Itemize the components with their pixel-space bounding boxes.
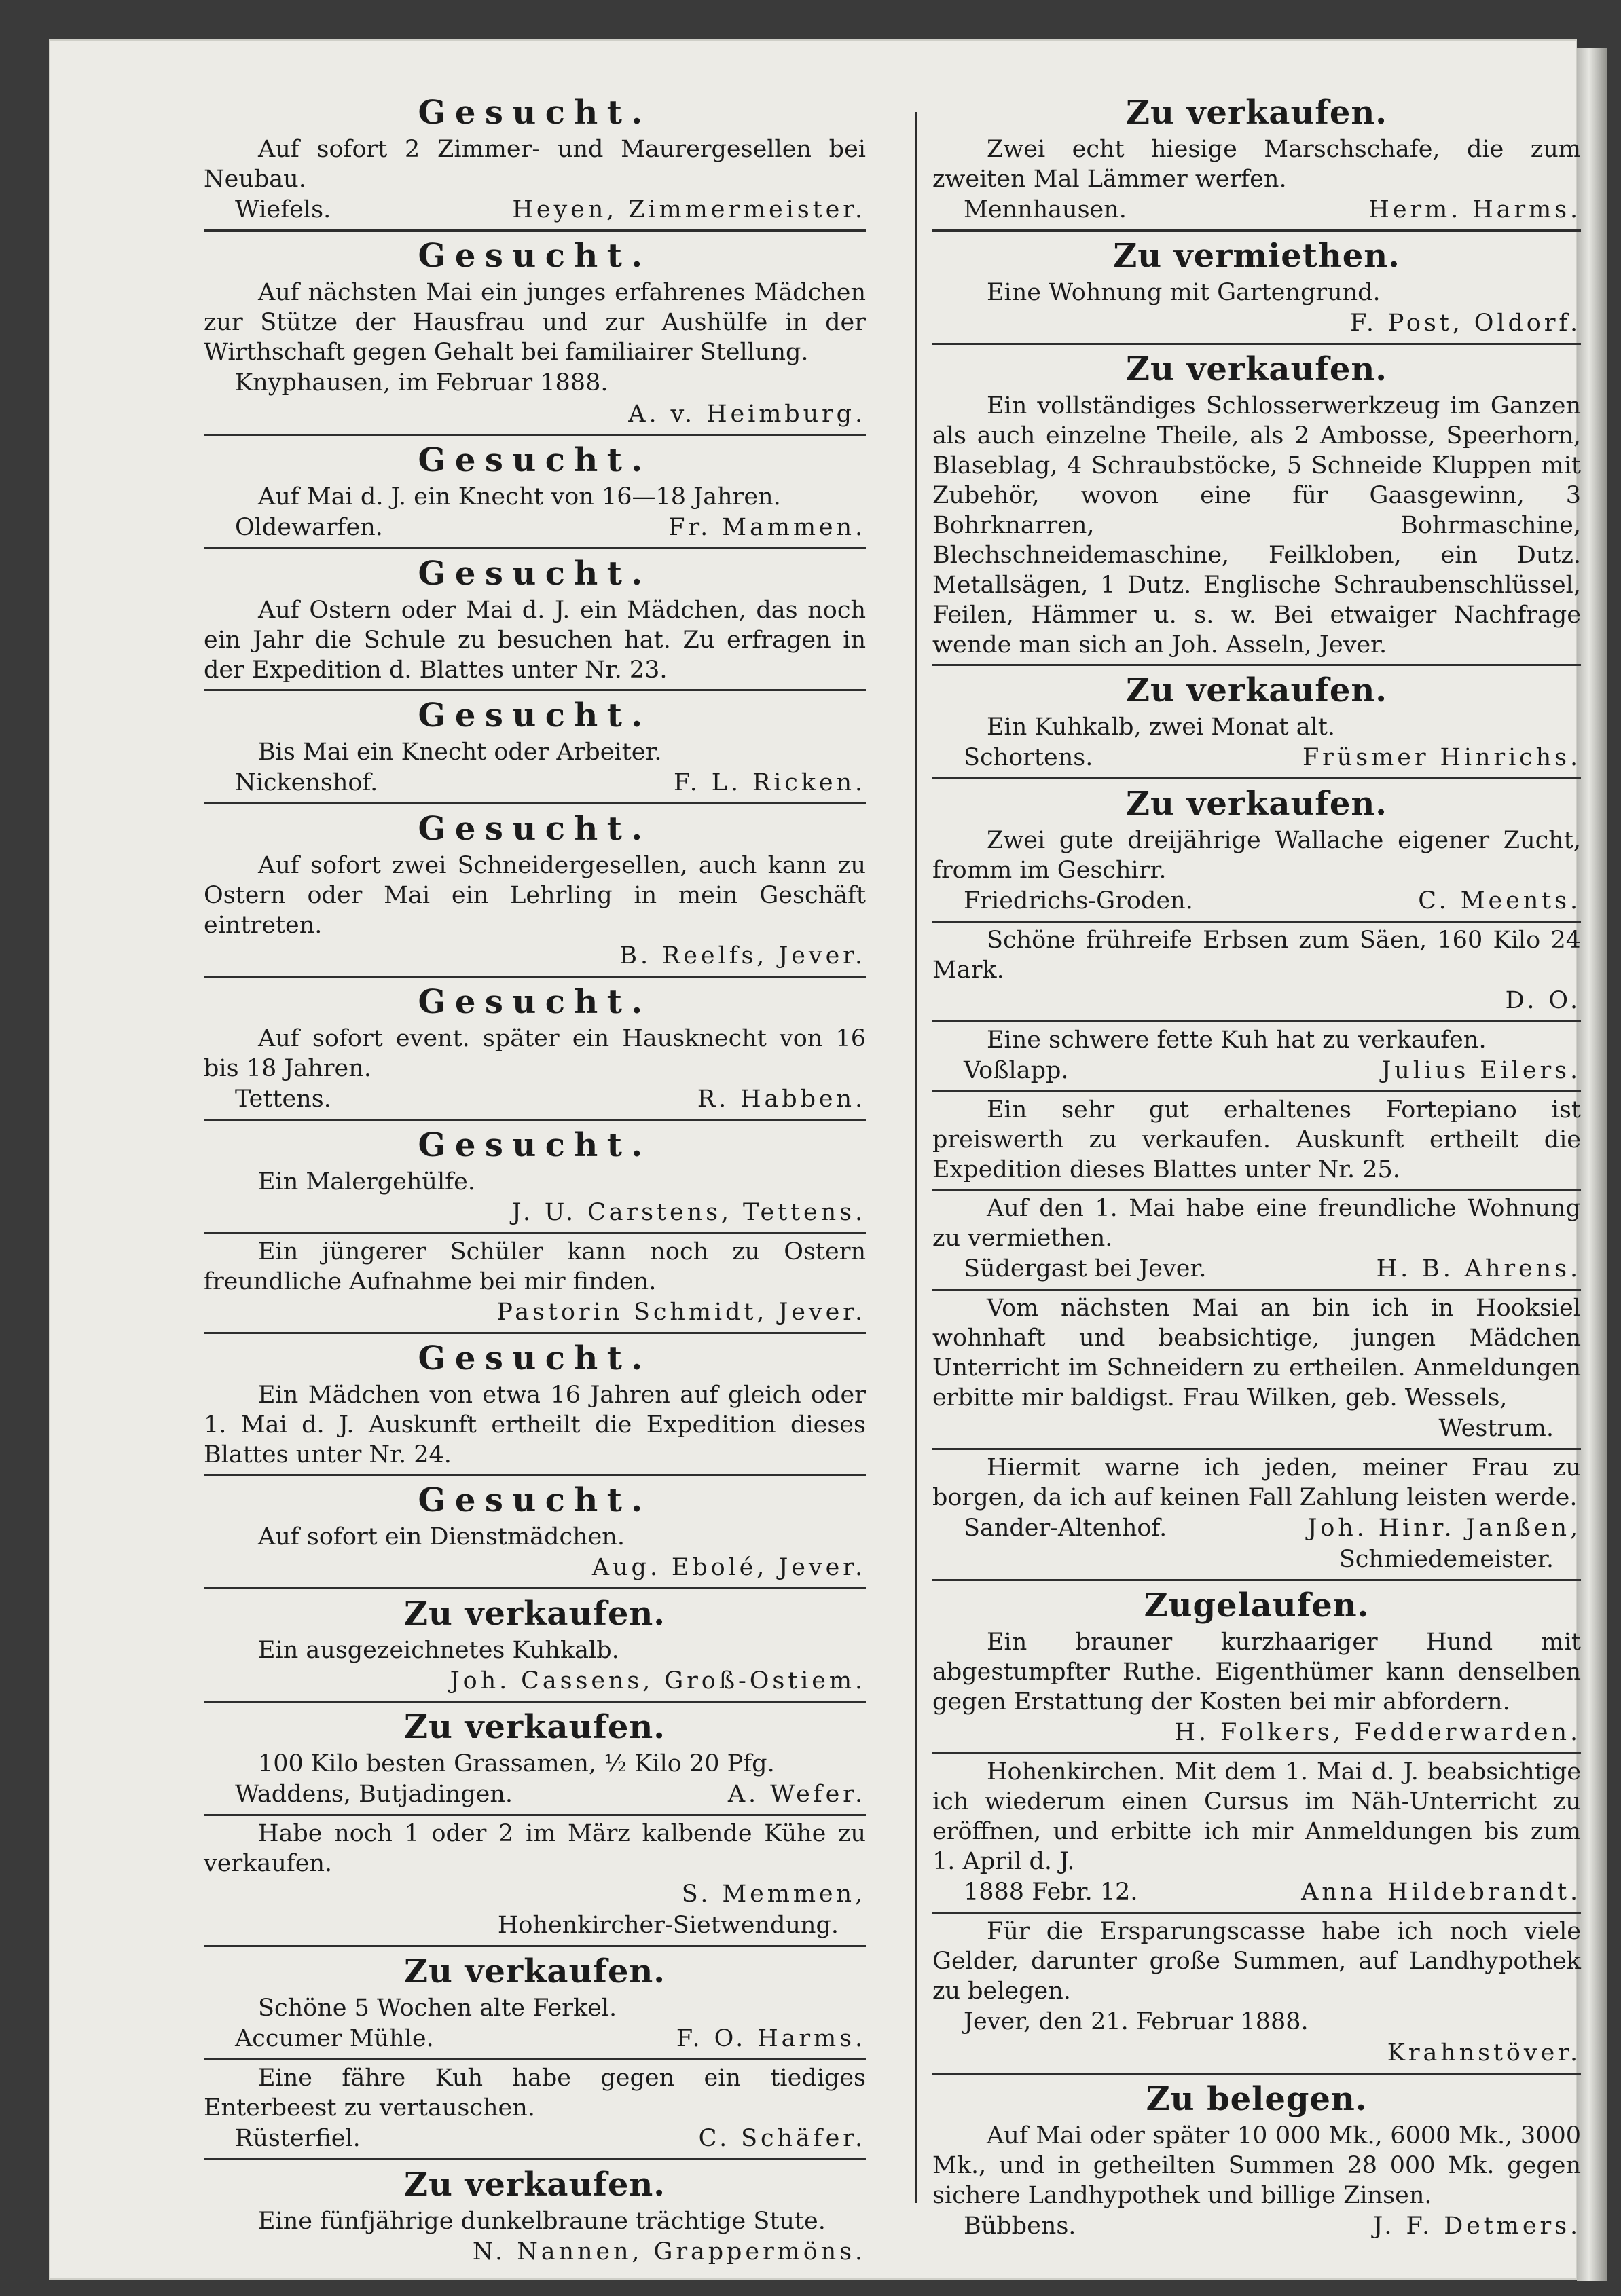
ad-text: Hohenkirchen. Mit dem 1. Mai d. J. beabsichtige ich wiederum einen Cursus im Näh-Unterricht zu eröffnen, und erbitte ich mir Anmeldungen bis zum 1. April d. J. — [932, 1758, 1581, 1875]
ad-text: Auf Mai d. J. ein Knecht von 16—18 Jahren. — [258, 483, 781, 511]
ad-text: Ein brauner kurzhaariger Hund mit abgestumpfter Ruthe. Eigenthümer kann denselben gegen Erstattung der Kosten bei mir abfordern. — [932, 1629, 1581, 1716]
page-edge — [1577, 48, 1607, 2281]
classified-ad — [204, 1476, 866, 1589]
ad-text: Zwei echt hiesige Marschschafe, die zum zweiten Mal Lämmer werfen. — [932, 136, 1581, 193]
ad-text: Auf Ostern oder Mai d. J. ein Mädchen, das noch ein Jahr die Schule zu besuchen hat. Zu erfragen in der Expedition d. Blattes unter Nr. 23. — [204, 597, 866, 684]
ad-text: Ein ausgezeichnetes Kuhkalb. — [258, 1637, 619, 1664]
ad-signature-row — [204, 2236, 866, 2267]
ad-signer: C. Schäfer. — [698, 2125, 866, 2152]
ad-heading: Gesucht. — [418, 810, 652, 848]
ad-text: Auf sofort zwei Schneidergesellen, auch kann zu Ostern oder Mai ein Lehrling in mein Geschäft eintreten. — [204, 852, 866, 939]
ad-signer: J. U. Carstens, Tettens. — [511, 1199, 866, 1226]
ad-text: Auf sofort 2 Zimmer- und Maurergesellen bei Neubau. — [204, 136, 866, 193]
ad-signature-row — [932, 885, 1581, 916]
ad-place: Bübbens. — [964, 2212, 1076, 2240]
ad-text: Eine fünfjährige dunkelbraune trächtige Stute. — [258, 2208, 826, 2235]
ad-text: Ein sehr gut erhaltenes Fortepiano ist preiswerth zu verkaufen. Auskunft ertheilt die Expedition dieses Blattes unter Nr. 25. — [932, 1096, 1581, 1183]
ad-text: Eine schwere fette Kuh hat zu verkaufen. — [987, 1026, 1487, 1054]
ad-signer-detail: Schmiedemeister. — [1338, 1546, 1554, 1573]
classified-ad — [932, 1450, 1581, 1581]
classified-ad — [932, 1581, 1581, 1754]
ad-signature-row — [932, 1513, 1581, 1544]
ad-signer-detail: Hohenkircher-Sietwendung. — [497, 1912, 839, 1939]
ad-heading: Zu vermiethen. — [1113, 237, 1400, 275]
classified-ad — [932, 1754, 1581, 1914]
ad-text: Ein Mädchen von etwa 16 Jahren auf gleich oder 1. Mai d. J. Auskunft ertheilt die Expedition dieses Blattes unter Nr. 24. — [204, 1382, 866, 1468]
ad-signer: Herm. Harms. — [1368, 196, 1581, 223]
ad-text: Auf Mai oder später 10 000 Mk., 6000 Mk., 3000 Mk., und in getheilten Summen 28 000 Mk. gegen sichere Landhypothek und billige Zinsen. — [932, 2122, 1581, 2209]
ad-heading: Gesucht. — [418, 983, 652, 1021]
ad-heading: Gesucht. — [418, 555, 652, 593]
ad-signer: C. Meents. — [1418, 887, 1581, 914]
classified-ad — [204, 2060, 866, 2160]
ad-signer: Pastorin Schmidt, Jever. — [496, 1299, 866, 1326]
classified-ad — [932, 1914, 1581, 2075]
classified-ad — [932, 666, 1581, 779]
ad-place: Accumer Mühle. — [235, 2025, 434, 2052]
ad-heading: Zu verkaufen. — [1126, 671, 1387, 709]
ad-signature-row — [204, 1779, 866, 1810]
ad-text: Eine Wohnung mit Gartengrund. — [987, 279, 1381, 306]
ad-place: Waddens, Butjadingen. — [235, 1781, 513, 1808]
ad-place: Mennhausen. — [964, 196, 1127, 223]
classified-ad — [932, 779, 1581, 923]
classified-ad — [204, 436, 866, 549]
ad-signer: A. Wefer. — [727, 1781, 866, 1808]
ad-signature-row — [932, 1717, 1581, 1748]
ad-heading: Zu verkaufen. — [404, 1708, 666, 1746]
classified-ad — [204, 2160, 866, 2272]
ad-signer: Joh. Cassens, Groß-Ostiem. — [450, 1667, 866, 1695]
ad-signer: A. v. Heimburg. — [628, 401, 866, 428]
ad-heading: Zu verkaufen. — [1126, 785, 1387, 823]
ad-place: Friedrichs-Groden. — [964, 887, 1193, 914]
ad-signer: J. F. Detmers. — [1373, 2212, 1581, 2240]
ad-signer: Anna Hildebrandt. — [1301, 1878, 1581, 1906]
ad-place: Voßlapp. — [964, 1057, 1069, 1084]
classified-ad — [204, 804, 866, 978]
ad-heading: Zu verkaufen. — [1126, 94, 1387, 132]
ad-heading: Gesucht. — [418, 1126, 652, 1164]
ad-heading: Gesucht. — [418, 697, 652, 735]
classified-ad — [204, 691, 866, 804]
ad-signature-row — [204, 194, 866, 225]
ad-place: Schortens. — [964, 744, 1093, 771]
ad-signature-row — [204, 2123, 866, 2154]
ad-signer: S. Memmen, — [681, 1881, 866, 1908]
ad-heading: Gesucht. — [418, 1339, 652, 1377]
ad-signature-row — [932, 985, 1581, 1016]
classified-ad — [204, 549, 866, 691]
ad-dateline: Jever, den 21. Februar 1888. — [964, 2008, 1309, 2035]
ad-text: 100 Kilo besten Grassamen, ½ Kilo 20 Pfg. — [258, 1750, 775, 1777]
ad-text: Zwei gute dreijährige Wallache eigener Zucht, fromm im Geschirr. — [932, 827, 1581, 884]
ad-text: Eine fähre Kuh habe gegen ein tiediges Enterbeest zu vertauschen. — [204, 2064, 866, 2122]
ad-signature-row — [204, 399, 866, 430]
classified-ad — [932, 923, 1581, 1022]
classified-ad — [932, 1022, 1581, 1092]
classified-ad — [932, 2075, 1581, 2246]
classified-ad — [932, 88, 1581, 232]
ad-text: Für die Ersparungscasse habe ich noch viele Gelder, darunter große Summen, auf Landhypothek zu belegen. — [932, 1918, 1581, 2005]
classified-ad — [204, 1334, 866, 1476]
classified-ad — [932, 345, 1581, 666]
classified-ad — [204, 1121, 866, 1234]
ad-signer: Heyen, Zimmermeister. — [512, 196, 866, 223]
ad-heading: Gesucht. — [418, 94, 652, 132]
ad-heading: Zu verkaufen. — [404, 2166, 666, 2204]
ad-signer: Julius Eilers. — [1381, 1057, 1581, 1084]
ad-signer: N. Nannen, Grappermöns. — [472, 2238, 866, 2265]
ad-text: Ein jüngerer Schüler kann noch zu Ostern freundliche Aufnahme bei mir finden. — [204, 1238, 866, 1295]
classified-ad — [932, 1191, 1581, 1291]
ad-signer: Krahnstöver. — [1387, 2039, 1581, 2067]
ad-signature-row — [932, 308, 1581, 339]
classified-ad — [204, 1816, 866, 1947]
ad-text: Ein vollständiges Schlosserwerkzeug im Ganzen als auch einzelne Theile, als 2 Ambosse, Speerhorn, Blaseblag, 4 Schraubstöcke, 5 Schneide Kluppen mit Zubehör, wovon eine für Gaasgewinn, 3 Bohrknarren, Bohrmaschine, Blechschneidemaschine, Feilkloben, ein Dutz. Metallsägen, 1 Dutz. Englische Schraubenschlüssel, Feilen, Hämmer u. s. w. Bei etwaiger Nachfrage wende man sich an Joh. Asseln, Jever. — [932, 392, 1581, 659]
ad-text: Schöne 5 Wochen alte Ferkel. — [258, 1995, 617, 2022]
ad-signature-row — [932, 1055, 1581, 1086]
ad-signature-row — [204, 2023, 866, 2054]
classified-ad — [204, 88, 866, 232]
ad-signature-row — [204, 1878, 866, 1910]
ad-place: Südergast bei Jever. — [964, 1255, 1207, 1282]
ad-heading: Zu verkaufen. — [1126, 350, 1387, 388]
ad-signature-row — [204, 1297, 866, 1328]
ad-signer: Früsmer Hinrichs. — [1303, 744, 1581, 771]
ad-signature-row — [204, 1665, 866, 1697]
ad-signature-row — [932, 194, 1581, 225]
ad-place: Nickenshof. — [235, 769, 378, 796]
ad-heading: Zugelaufen. — [1144, 1587, 1370, 1625]
ad-signer: D. O. — [1505, 987, 1581, 1014]
ad-text: Auf sofort ein Dienstmädchen. — [258, 1523, 625, 1551]
ad-signer: R. Habben. — [697, 1086, 866, 1113]
ad-text: Auf sofort event. später ein Hausknecht von 16 bis 18 Jahren. — [204, 1025, 866, 1082]
ad-text: Bis Mai ein Knecht oder Arbeiter. — [258, 739, 662, 766]
ad-signature-row — [932, 742, 1581, 773]
ad-signer: Aug. Ebolé, Jever. — [591, 1554, 866, 1581]
ad-heading: Gesucht. — [418, 1481, 652, 1519]
ad-signer: B. Reelfs, Jever. — [619, 942, 866, 969]
ad-signer-detail: Westrum. — [1438, 1415, 1554, 1442]
ad-text: Auf nächsten Mai ein junges erfahrenes Mädchen zur Stütze der Hausfrau und zur Aushülfe in der Wirthschaft gegen Gehalt bei familiairer Stellung. — [204, 279, 866, 366]
ad-signer: H. Folkers, Fedderwarden. — [1174, 1719, 1581, 1746]
classified-ad — [932, 1092, 1581, 1191]
ad-place: Rüsterfiel. — [235, 2125, 361, 2152]
ad-signer: F. L. Ricken. — [673, 769, 866, 796]
column-divider — [915, 112, 917, 2203]
ad-signature-row — [932, 1876, 1581, 1908]
ad-heading: Zu verkaufen. — [404, 1952, 666, 1991]
right-column — [932, 88, 1581, 2246]
classified-ad — [932, 1291, 1581, 1450]
classified-ad — [204, 232, 866, 436]
classified-ad — [204, 1234, 866, 1334]
ad-text: Ein Kuhkalb, zwei Monat alt. — [987, 714, 1335, 741]
classified-ad — [204, 978, 866, 1121]
ad-text: Habe noch 1 oder 2 im März kalbende Kühe zu verkaufen. — [204, 1820, 866, 1877]
ad-signature-row — [204, 1552, 866, 1583]
ad-signature-row — [932, 2037, 1581, 2069]
classified-ad — [204, 1703, 866, 1816]
ad-text: Auf den 1. Mai habe eine freundliche Wohnung zu vermiethen. — [932, 1195, 1581, 1252]
ad-place: Oldewarfen. — [235, 514, 383, 541]
ad-signer: F. O. Harms. — [676, 2025, 866, 2052]
ad-text: Schöne frühreife Erbsen zum Säen, 160 Kilo 24 Mark. — [932, 927, 1581, 984]
ad-heading: Zu verkaufen. — [404, 1595, 666, 1633]
ad-heading: Zu belegen. — [1146, 2080, 1368, 2118]
ad-place: Tettens. — [235, 1086, 331, 1113]
classified-ad — [204, 1589, 866, 1703]
classified-ad — [204, 1947, 866, 2060]
ad-signature-row — [204, 1197, 866, 1228]
ad-signature-row — [932, 2210, 1581, 2242]
ad-text: Ein Malergehülfe. — [258, 1168, 475, 1196]
ad-place: Wiefels. — [235, 196, 331, 223]
ad-signature-row — [204, 1084, 866, 1115]
ad-signer: F. Post, Oldorf. — [1350, 310, 1581, 337]
ad-signature-row — [932, 1253, 1581, 1284]
ad-dateline: Knyphausen, im Februar 1888. — [235, 369, 608, 396]
ad-signature-row — [204, 512, 866, 543]
ad-place: 1888 Febr. 12. — [964, 1878, 1138, 1906]
ad-heading: Gesucht. — [418, 441, 652, 479]
ad-signer: H. B. Ahrens. — [1376, 1255, 1581, 1282]
ad-signer: Joh. Hinr. Janßen, — [1307, 1515, 1581, 1542]
ad-signer: Fr. Mammen. — [668, 514, 866, 541]
classified-ad — [932, 232, 1581, 345]
ad-signature-row — [204, 767, 866, 798]
ad-place: Sander-Altenhof. — [964, 1515, 1167, 1542]
ad-signature-row — [204, 940, 866, 971]
ad-text: Vom nächsten Mai an bin ich in Hooksiel wohnhaft und beabsichtige, jungen Mädchen Unterricht im Schneidern zu ertheilen. Anmeldungen erbitte mir baldigst. Frau Wilken, geb. Wessels, — [932, 1295, 1581, 1411]
left-column — [204, 88, 866, 2272]
ad-heading: Gesucht. — [418, 237, 652, 275]
ad-text: Hiermit warne ich jeden, meiner Frau zu borgen, da ich auf keinen Fall Zahlung leisten werde. — [932, 1454, 1581, 1511]
